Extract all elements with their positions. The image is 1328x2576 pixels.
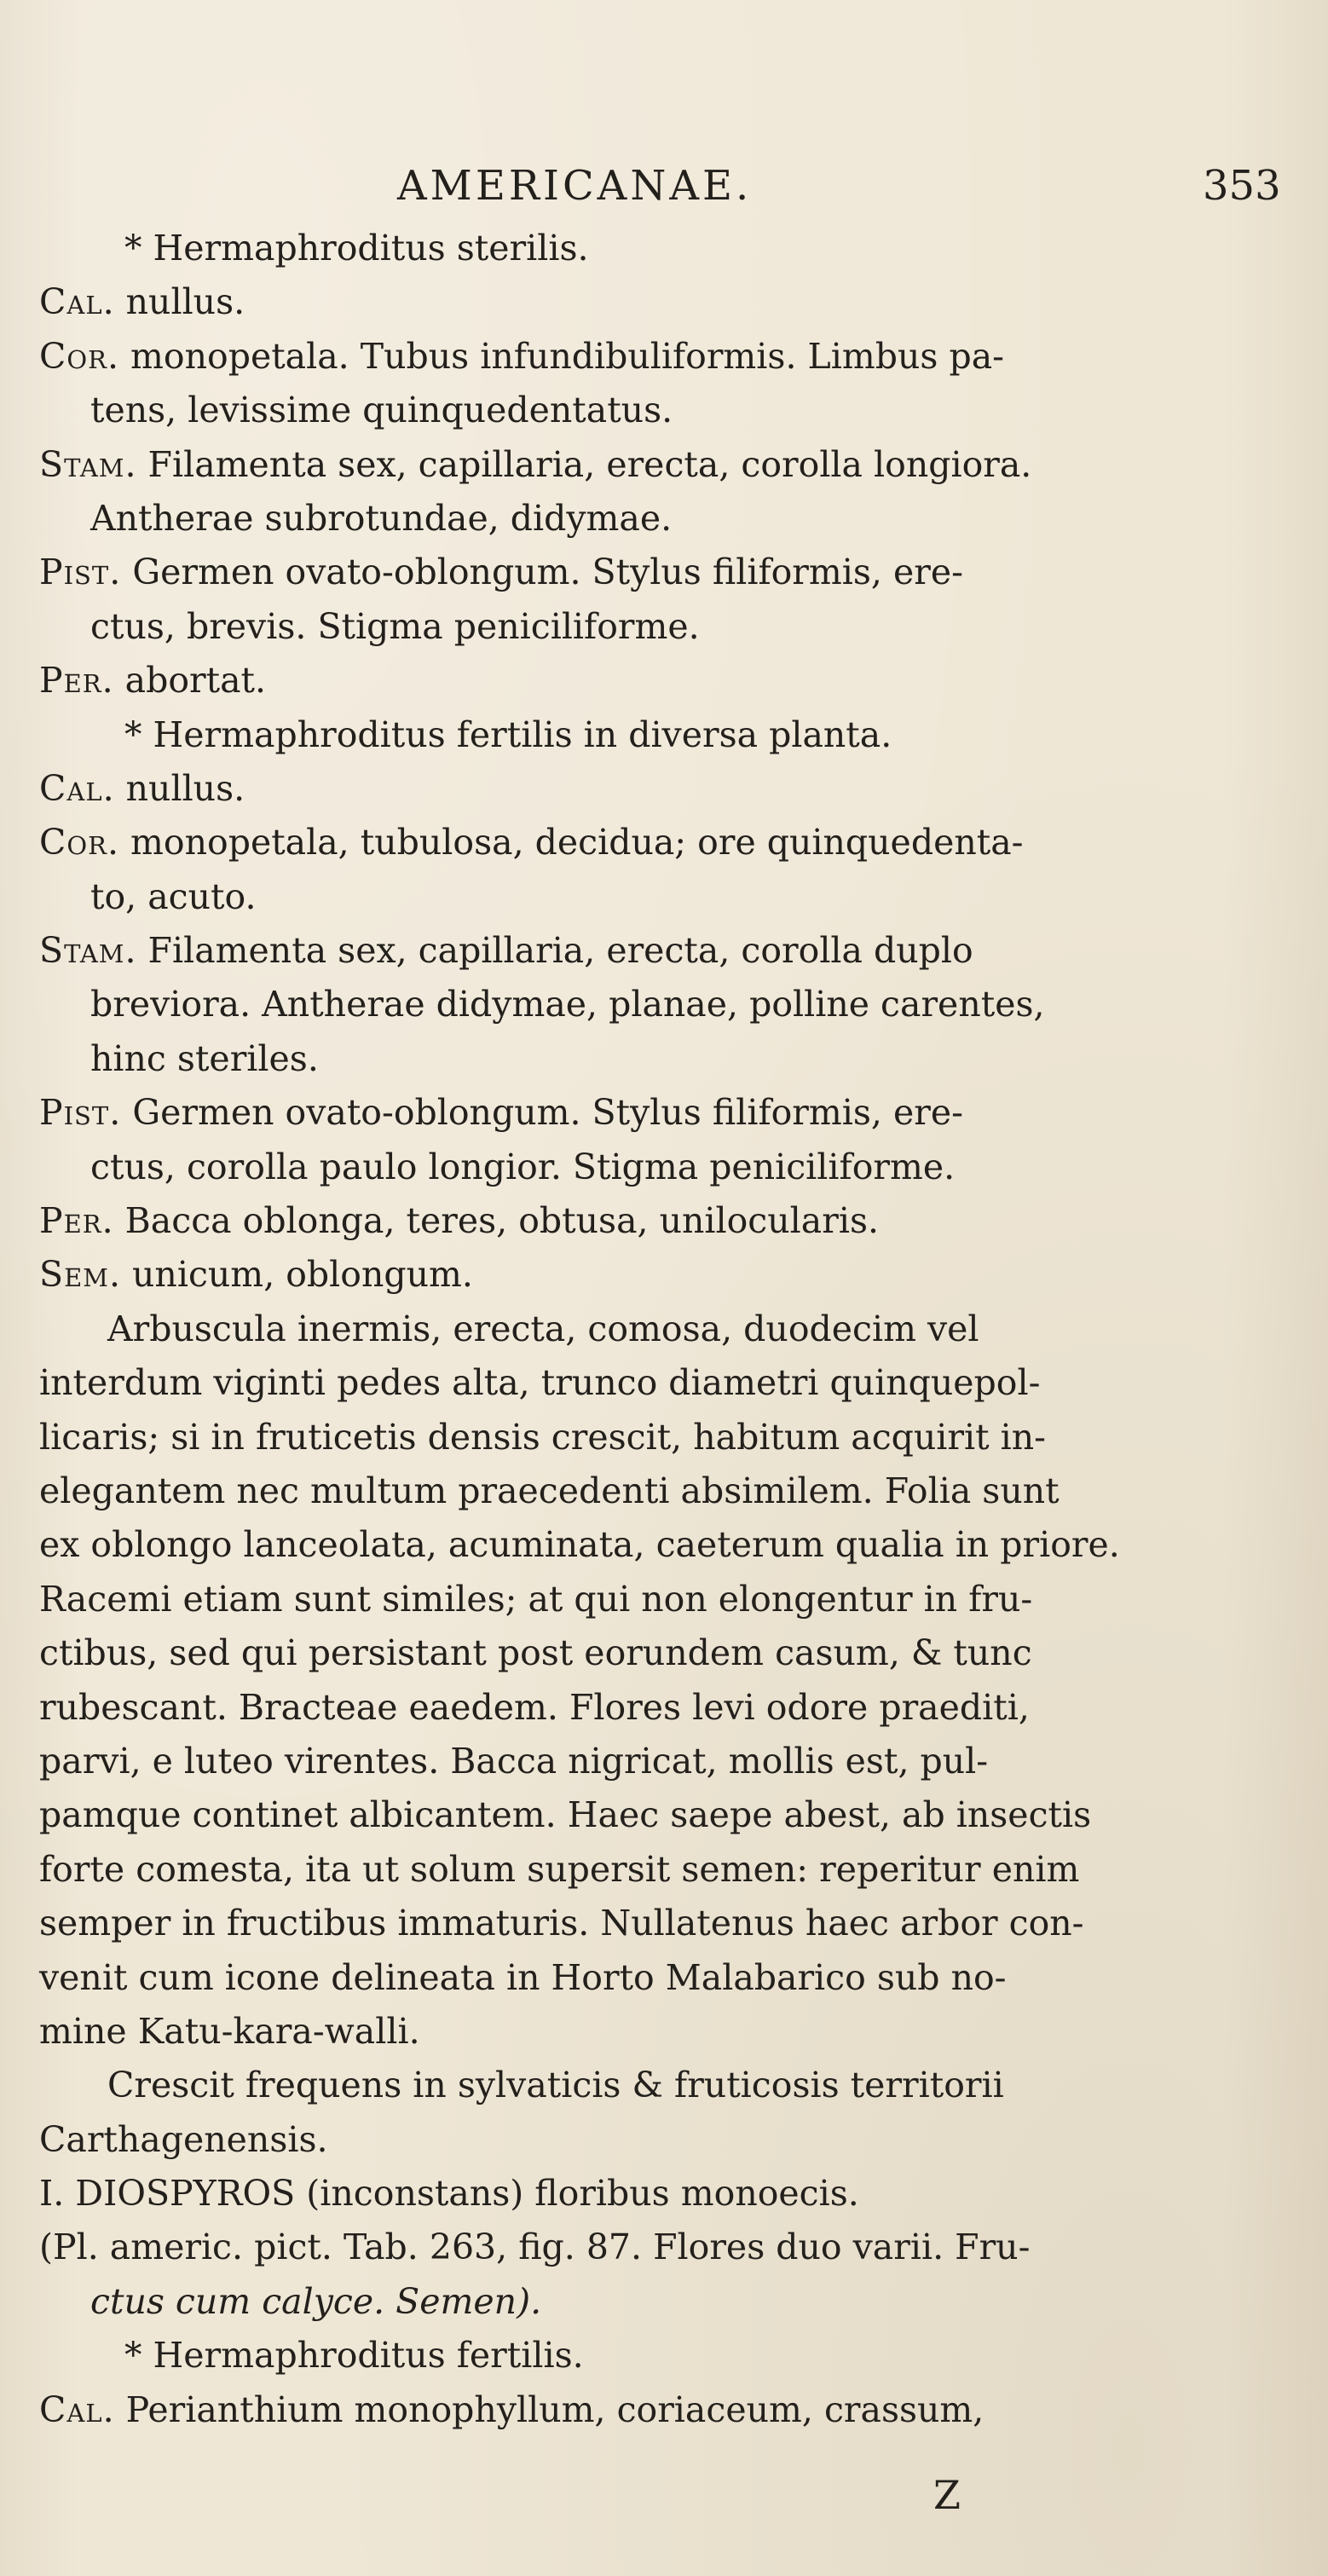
text-line: rubescant. Bracteae eaedem. Flores levi odore praediti, xyxy=(39,1686,1030,1728)
text-line xyxy=(39,438,1292,492)
text-line xyxy=(39,924,1292,978)
text-line: Antherae subrotundae, didymae. xyxy=(90,497,673,539)
section-label: Cal. xyxy=(39,2388,115,2430)
text-line xyxy=(39,330,1292,384)
text-line: mine Katu-kara-walli. xyxy=(39,2010,420,2052)
text-line xyxy=(39,1086,1292,1140)
line-text: monopetala. Tubus infundibuliformis. Limbus pa- xyxy=(119,335,1005,377)
text-line: venit cum icone delineata in Horto Malabarico sub no- xyxy=(39,1956,1007,1998)
text-line: * Hermaphroditus fertilis in diversa planta. xyxy=(124,713,892,755)
section-label: Sem. xyxy=(39,1254,121,1296)
text-line: * Hermaphroditus fertilis. xyxy=(124,2335,584,2377)
text-line: ex oblongo lanceolata, acuminata, caeterum qualia in priore. xyxy=(39,1524,1120,1566)
line-text: monopetala, tubulosa, decidua; ore quinquedenta- xyxy=(119,822,1024,863)
text-line: ctus, brevis. Stigma peniciliforme. xyxy=(90,605,700,647)
text-line: ctus cum calyce. Semen). xyxy=(90,2280,542,2322)
line-text: Bacca oblonga, teres, obtusa, unilocularis. xyxy=(113,1200,880,1242)
section-label: Cor. xyxy=(39,335,120,377)
text-line: tens, levissime quinquedentatus. xyxy=(90,390,673,431)
page-number: 353 xyxy=(1203,162,1281,210)
text-line: interdum viginti pedes alta, trunco diametri quinquepol- xyxy=(39,1362,1041,1404)
section-label: Pist. xyxy=(39,1092,122,1134)
running-head: AMERICANAE. xyxy=(397,162,753,210)
text-line xyxy=(39,654,1292,708)
text-line xyxy=(39,1248,1292,1302)
text-line: Arbuscula inermis, erecta, comosa, duodecim vel xyxy=(107,1308,979,1349)
text-line: Racemi etiam sunt similes; at qui non elongentur in fru- xyxy=(39,1578,1033,1620)
section-label: Cal. xyxy=(39,281,115,323)
text-line: forte comesta, ita ut solum supersit semen: reperitur enim xyxy=(39,1848,1080,1890)
line-text: abortat. xyxy=(113,660,267,702)
text-line: licaris; si in fruticetis densis crescit, habitum acquirit in- xyxy=(39,1416,1047,1458)
section-label: Stam. xyxy=(39,443,137,485)
line-text: nullus. xyxy=(114,767,245,809)
line-text: Germen ovato-oblongum. Stylus filiformis, ere- xyxy=(121,552,963,593)
text-line: Carthagenensis. xyxy=(39,2118,328,2160)
section-label: Cor. xyxy=(39,822,120,863)
text-line: parvi, e luteo virentes. Bacca nigricat, mollis est, pul- xyxy=(39,1740,989,1782)
text-line: (Pl. americ. pict. Tab. 263, fig. 87. Flores duo varii. Fru- xyxy=(39,2227,1031,2268)
text-line: elegantem nec multum praecedenti absimilem. Folia sunt xyxy=(39,1470,1060,1511)
page-header xyxy=(39,162,1292,222)
text-line xyxy=(39,275,1292,329)
page-text xyxy=(39,162,1292,2437)
text-line: breviora. Antherae didymae, planae, polline carentes, xyxy=(90,984,1045,1025)
text-line: * Hermaphroditus sterilis. xyxy=(124,228,589,269)
text-line: ctibus, sed qui persistant post eorundem casum, & tunc xyxy=(39,1632,1032,1674)
line-text: unicum, oblongum. xyxy=(120,1254,473,1296)
text-line: ctus, corolla paulo longior. Stigma peniciliforme. xyxy=(90,1146,956,1187)
section-label: Pist. xyxy=(39,552,122,593)
line-text: Filamenta sex, capillaria, erecta, corolla longiora. xyxy=(136,443,1032,485)
text-line xyxy=(39,2383,1292,2437)
signature-mark: Z xyxy=(933,2472,961,2518)
line-text: Perianthium monophyllum, coriaceum, crassum, xyxy=(114,2388,984,2430)
text-line: hinc steriles. xyxy=(90,1037,319,1079)
section-label: Per. xyxy=(39,1200,114,1242)
line-text: Germen ovato-oblongum. Stylus filiformis, ere- xyxy=(121,1092,963,1134)
text-line: Crescit frequens in sylvaticis & fruticosis territorii xyxy=(107,2065,1004,2106)
section-label: Cal. xyxy=(39,767,115,809)
text-line: I. DIOSPYROS (inconstans) floribus monoecis. xyxy=(39,2173,859,2215)
section-label: Stam. xyxy=(39,930,137,972)
line-text: Filamenta sex, capillaria, erecta, corolla duplo xyxy=(136,930,973,972)
text-line xyxy=(39,1194,1292,1248)
line-text: nullus. xyxy=(114,281,245,323)
text-line: semper in fructibus immaturis. Nullatenus haec arbor con- xyxy=(39,1903,1084,1944)
text-line xyxy=(39,762,1292,816)
text-line: to, acuto. xyxy=(90,875,257,917)
text-line xyxy=(39,546,1292,599)
section-label: Per. xyxy=(39,660,114,702)
text-line: pamque continet albicantem. Haec saepe abest, ab insectis xyxy=(39,1794,1092,1836)
text-line xyxy=(39,816,1292,869)
